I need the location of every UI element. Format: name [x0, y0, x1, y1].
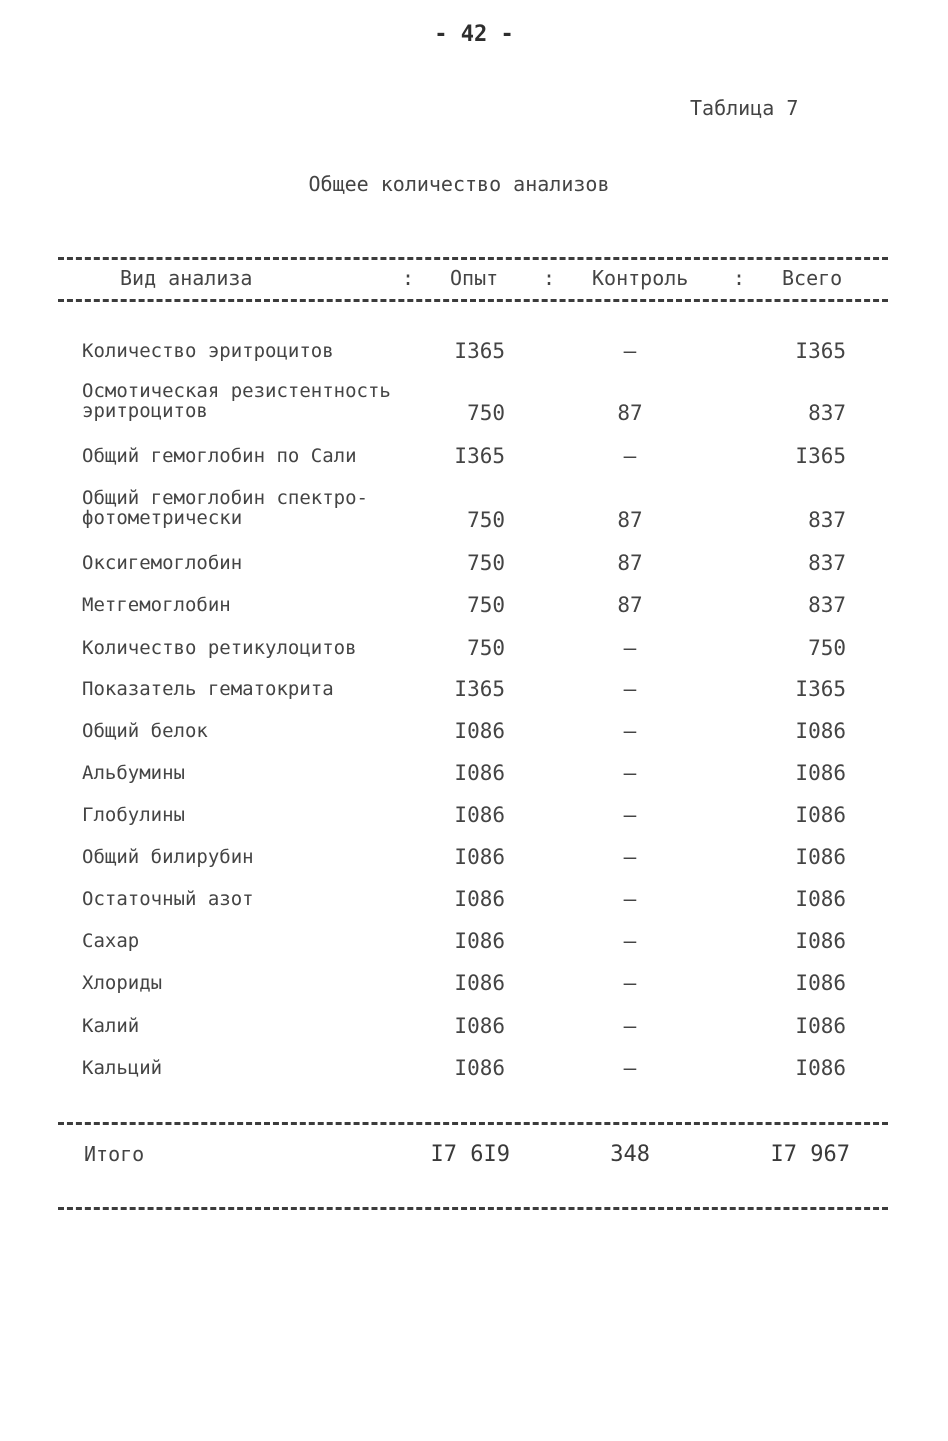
row-analysis-name: Сахар	[82, 930, 140, 952]
row-experiment-value: I086	[454, 803, 505, 827]
row-experiment-value: I086	[454, 971, 505, 995]
totals-label: Итого	[84, 1142, 145, 1166]
row-experiment-value: 750	[467, 593, 505, 617]
row-analysis-name: Альбумины	[82, 762, 185, 784]
row-control-value: –	[623, 1056, 637, 1080]
row-control-value: –	[623, 803, 637, 827]
row-control-value: 87	[617, 551, 643, 575]
row-control-value: 87	[617, 593, 643, 617]
row-control-value: –	[623, 887, 637, 911]
header-separator: :	[543, 266, 556, 290]
row-analysis-name: Количество эритроцитов	[82, 340, 334, 362]
row-total-value: 837	[808, 551, 846, 575]
row-control-value: 87	[617, 401, 643, 425]
row-control-value: –	[623, 761, 637, 785]
row-experiment-value: I086	[454, 1014, 505, 1038]
table-label: Таблица 7	[690, 96, 799, 120]
row-experiment-value: 750	[467, 636, 505, 660]
row-analysis-name: Кальций	[82, 1057, 163, 1079]
row-total-value: I086	[795, 803, 846, 827]
row-control-value: –	[623, 929, 637, 953]
row-control-value: –	[623, 636, 637, 660]
row-experiment-value: 750	[467, 508, 505, 532]
header-col-total: Всего	[782, 266, 843, 290]
row-analysis-name: Общий билирубин	[82, 846, 254, 868]
row-experiment-value: I365	[454, 677, 505, 701]
row-analysis-name: Показатель гематокрита	[82, 678, 334, 700]
row-analysis-name: Метгемоглобин	[82, 594, 231, 616]
header-bottom-rule	[58, 299, 888, 302]
row-analysis-name: Глобулины	[82, 804, 185, 826]
totals-bottom-rule	[58, 1207, 888, 1210]
header-separator: :	[402, 266, 415, 290]
row-total-value: I086	[795, 719, 846, 743]
row-control-value: –	[623, 971, 637, 995]
totals-control: 348	[610, 1142, 650, 1167]
page-number: - 42 -	[434, 22, 514, 47]
row-experiment-value: I365	[454, 444, 505, 468]
row-experiment-value: I365	[454, 339, 505, 363]
row-total-value: I086	[795, 929, 846, 953]
row-control-value: –	[623, 1014, 637, 1038]
row-total-value: I086	[795, 887, 846, 911]
row-analysis-name: Общий гемоглобин по Сали	[82, 445, 357, 467]
row-total-value: I086	[795, 761, 846, 785]
row-total-value: I086	[795, 845, 846, 869]
row-analysis-name: Калий	[82, 1015, 140, 1037]
row-total-value: I086	[795, 1056, 846, 1080]
row-total-value: 837	[808, 593, 846, 617]
row-total-value: 837	[808, 401, 846, 425]
row-experiment-value: I086	[454, 719, 505, 743]
row-control-value: –	[623, 845, 637, 869]
row-control-value: –	[623, 339, 637, 363]
row-total-value: I365	[795, 444, 846, 468]
row-experiment-value: I086	[454, 845, 505, 869]
header-col-control: Контроль	[592, 266, 689, 290]
row-analysis-name: Общий белок	[82, 720, 208, 742]
row-experiment-value: I086	[454, 761, 505, 785]
table-title: Общее количество анализов	[308, 172, 610, 196]
row-total-value: I365	[795, 339, 846, 363]
row-total-value: I086	[795, 971, 846, 995]
row-analysis-name: Хлориды	[82, 972, 163, 994]
header-separator: :	[733, 266, 746, 290]
row-total-value: 837	[808, 508, 846, 532]
row-analysis-name: Количество ретикулоцитов	[82, 637, 357, 659]
row-total-value: 750	[808, 636, 846, 660]
totals-total: I7 967	[770, 1142, 850, 1167]
header-col-experiment: Опыт	[450, 266, 499, 290]
row-total-value: I365	[795, 677, 846, 701]
row-analysis-name: Остаточный азот	[82, 888, 254, 910]
row-total-value: I086	[795, 1014, 846, 1038]
row-analysis-name: Общий гемоглобин спектро- фотометрически	[82, 487, 368, 529]
row-analysis-name: Осмотическая резистентность эритроцитов	[82, 380, 391, 422]
header-top-rule	[58, 257, 888, 260]
row-control-value: 87	[617, 508, 643, 532]
row-control-value: –	[623, 444, 637, 468]
row-experiment-value: 750	[467, 401, 505, 425]
totals-top-rule	[58, 1122, 888, 1125]
row-experiment-value: I086	[454, 887, 505, 911]
row-control-value: –	[623, 719, 637, 743]
totals-experiment: I7 6I9	[430, 1142, 510, 1167]
row-analysis-name: Оксигемоглобин	[82, 552, 243, 574]
row-experiment-value: I086	[454, 1056, 505, 1080]
row-experiment-value: 750	[467, 551, 505, 575]
row-experiment-value: I086	[454, 929, 505, 953]
row-control-value: –	[623, 677, 637, 701]
header-col-name: Вид анализа	[120, 266, 253, 290]
